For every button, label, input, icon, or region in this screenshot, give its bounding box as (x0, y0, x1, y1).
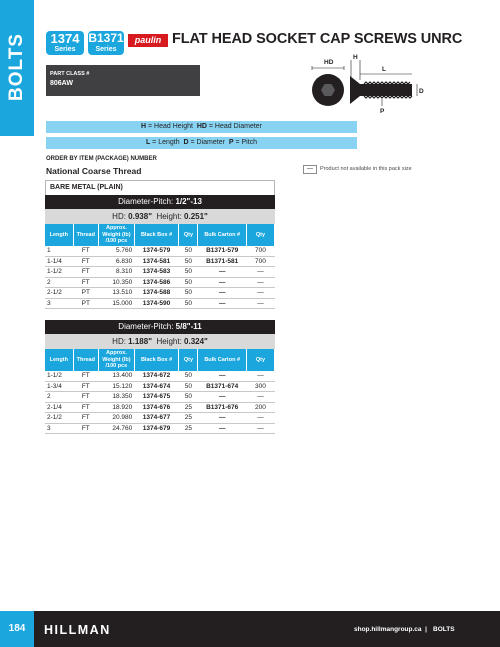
diameter-pitch-header (45, 320, 275, 334)
legend-row-1 (46, 121, 357, 133)
pitch-value: 5/8"-11 (175, 322, 202, 331)
page-title: FLAT HEAD SOCKET CAP SCREWS UNRC (172, 31, 463, 47)
table-row (45, 413, 275, 424)
table-cell: 6.830 (99, 256, 135, 267)
thread-type: National Coarse Thread (46, 166, 142, 176)
legend-text: = Head Diameter (206, 123, 263, 130)
table-cell: 1 (45, 246, 73, 256)
table-row (45, 423, 275, 434)
screw-diagram (298, 50, 438, 114)
p-label: P (380, 108, 385, 114)
not-available-key: — (303, 165, 317, 174)
table-cell: 1374-676 (134, 402, 179, 413)
table-cell: — (246, 277, 274, 288)
table-cell: — (246, 371, 274, 381)
table-cell: FT (73, 423, 99, 434)
column-header: Qty (179, 349, 198, 371)
table-cell: 50 (179, 277, 198, 288)
pitch-label: Diameter-Pitch: (118, 197, 176, 206)
table-cell: — (198, 413, 246, 424)
table-cell: B1371-581 (198, 256, 246, 267)
hd-value: 0.938" (128, 212, 152, 221)
table-cell: 5.760 (99, 246, 135, 256)
table-cell: — (246, 423, 274, 434)
legend-text: = Diameter (188, 139, 225, 146)
table-cell: 18.920 (99, 402, 135, 413)
table-cell: 15.120 (99, 381, 135, 392)
table-cell: 1374-677 (134, 413, 179, 424)
table-cell: — (198, 423, 246, 434)
column-header: Qty (246, 349, 274, 371)
table-cell: 1374-672 (134, 371, 179, 381)
table-cell: 1374-590 (134, 298, 179, 309)
table-cell: 1374-583 (134, 267, 179, 278)
table-cell: 50 (179, 246, 198, 256)
legend-key: D (183, 139, 189, 146)
column-header: Black Box # (134, 349, 179, 371)
table-cell: — (246, 288, 274, 299)
table-cell: 50 (179, 298, 198, 309)
table-cell: B1371-579 (198, 246, 246, 256)
table-cell: PT (73, 298, 99, 309)
table-cell: 24.760 (99, 423, 135, 434)
table-cell: 20.980 (99, 413, 135, 424)
series-label: Series (54, 46, 76, 53)
legend-text: = Pitch (233, 139, 258, 146)
table-cell: PT (73, 288, 99, 299)
table-cell: — (198, 277, 246, 288)
table-cell: 1374-675 (134, 392, 179, 403)
table-cell: 2-1/4 (45, 402, 73, 413)
table-cell: 700 (246, 246, 274, 256)
column-header: Length (45, 349, 73, 371)
table-cell: — (246, 413, 274, 424)
table-cell: B1371-676 (198, 402, 246, 413)
head-dimensions-header (45, 209, 275, 224)
table-cell: 1374-588 (134, 288, 179, 299)
table-cell: 700 (246, 256, 274, 267)
table-cell: — (198, 267, 246, 278)
table-row (45, 277, 275, 288)
page-number: 184 (0, 611, 34, 647)
table-row (45, 256, 275, 267)
table-cell: 25 (179, 413, 198, 424)
page-footer (0, 611, 500, 647)
hd-label: HD: (112, 212, 129, 221)
column-header: Thread (73, 224, 99, 246)
table-row (45, 381, 275, 392)
table-cell: 1374-586 (134, 277, 179, 288)
table-cell: FT (73, 267, 99, 278)
table-cell: 2 (45, 392, 73, 403)
column-header: Qty (179, 224, 198, 246)
not-available-note: Product not available in this pack size (320, 166, 412, 172)
column-header: Qty (246, 224, 274, 246)
table-row (45, 267, 275, 278)
table-cell: 13.400 (99, 371, 135, 381)
table-cell: — (198, 371, 246, 381)
legend-row-2 (46, 137, 357, 149)
table-cell: 1374-679 (134, 423, 179, 434)
legend-text: = Head Height (146, 123, 193, 130)
product-table (45, 349, 275, 434)
table-cell: — (246, 392, 274, 403)
series-number: 1374 (50, 31, 80, 46)
footer-site-link[interactable] (354, 626, 427, 633)
table-cell: B1371-674 (198, 381, 246, 392)
section-label: BOLTS (6, 33, 27, 101)
table-row (45, 371, 275, 381)
table-cell: 3 (45, 423, 73, 434)
table-cell: 1-1/2 (45, 371, 73, 381)
table-cell: 2-1/2 (45, 288, 73, 299)
part-class-value: 806AW (50, 80, 73, 87)
height-label: Height: (156, 337, 185, 346)
column-header: Black Box # (134, 224, 179, 246)
part-class-box (46, 65, 200, 96)
product-tables (45, 180, 275, 434)
table-cell: FT (73, 371, 99, 381)
series-badge-1374 (46, 31, 84, 55)
table-cell: 2 (45, 277, 73, 288)
pitch-label: Diameter-Pitch: (118, 322, 176, 331)
brand-logo: paulin (128, 34, 168, 47)
product-table (45, 224, 275, 309)
table-cell: 50 (179, 371, 198, 381)
footer-section: BOLTS (433, 626, 455, 633)
table-cell: 1374-674 (134, 381, 179, 392)
part-class-label: PART CLASS # (50, 71, 90, 77)
screw-shank (360, 84, 412, 96)
table-cell: 1374-579 (134, 246, 179, 256)
table-row (45, 392, 275, 403)
table-cell: FT (73, 277, 99, 288)
footer-separator: | (425, 626, 427, 633)
table-cell: FT (73, 381, 99, 392)
hillman-logo: HILLMAN (44, 623, 111, 637)
column-header: Approx. Weight (lb) /100 pcs (99, 224, 135, 246)
table-cell: — (246, 267, 274, 278)
table-cell: 1-1/2 (45, 267, 73, 278)
column-header: Bulk Carton # (198, 349, 246, 371)
table-row (45, 246, 275, 256)
table-cell: 50 (179, 267, 198, 278)
table-cell: FT (73, 246, 99, 256)
height-label: Height: (156, 212, 185, 221)
hd-label: HD (324, 59, 334, 66)
diameter-pitch-header (45, 195, 275, 209)
table-cell: 1374-581 (134, 256, 179, 267)
table-cell: FT (73, 392, 99, 403)
table-cell: 15.000 (99, 298, 135, 309)
table-row (45, 402, 275, 413)
screw-head-side-view (350, 76, 360, 104)
table-cell: — (198, 288, 246, 299)
h-label: H (353, 54, 358, 61)
finish-header: BARE METAL (PLAIN) (45, 180, 275, 195)
column-header: Thread (73, 349, 99, 371)
table-cell: FT (73, 413, 99, 424)
table-cell: 1-1/4 (45, 256, 73, 267)
height-value: 0.324" (184, 337, 208, 346)
legend-key: P (228, 139, 234, 146)
d-label: D (419, 88, 424, 95)
table-row (45, 288, 275, 299)
table-cell: — (198, 392, 246, 403)
table-cell: 8.310 (99, 267, 135, 278)
table-cell: 300 (246, 381, 274, 392)
table-cell: 18.350 (99, 392, 135, 403)
table-cell: 50 (179, 256, 198, 267)
height-value: 0.251" (184, 212, 208, 221)
table-cell: 13.510 (99, 288, 135, 299)
series-badge-b1371 (88, 31, 124, 55)
column-header: Approx. Weight (lb) /100 pcs (99, 349, 135, 371)
hd-value: 1.188" (128, 337, 152, 346)
legend-key: HD (196, 123, 207, 130)
site-url[interactable]: shop.hillmangroup.ca (354, 626, 422, 633)
legend-key: H (140, 123, 147, 130)
section-sidebar (0, 0, 34, 136)
table-cell: FT (73, 402, 99, 413)
head-dimensions-header (45, 334, 275, 349)
table-cell: 25 (179, 423, 198, 434)
table-cell: — (198, 298, 246, 309)
table-row (45, 298, 275, 309)
hd-label: HD: (112, 337, 129, 346)
table-cell: FT (73, 256, 99, 267)
table-cell: 2-1/2 (45, 413, 73, 424)
order-note: ORDER BY ITEM (PACKAGE) NUMBER (46, 156, 157, 162)
table-cell: 10.350 (99, 277, 135, 288)
table-cell: 3 (45, 298, 73, 309)
table-cell: 25 (179, 402, 198, 413)
column-header: Bulk Carton # (198, 224, 246, 246)
l-label: L (382, 66, 386, 73)
table-cell: 50 (179, 392, 198, 403)
table-cell: 200 (246, 402, 274, 413)
column-header: Length (45, 224, 73, 246)
legend-key: L (145, 139, 151, 146)
legend-text: = Length (150, 139, 180, 146)
series-number: B1371 (88, 31, 124, 45)
table-cell: 50 (179, 288, 198, 299)
table-cell: 1-3/4 (45, 381, 73, 392)
table-cell: 50 (179, 381, 198, 392)
series-label: Series (95, 46, 117, 53)
table-cell: — (246, 298, 274, 309)
pitch-value: 1/2"-13 (175, 197, 202, 206)
